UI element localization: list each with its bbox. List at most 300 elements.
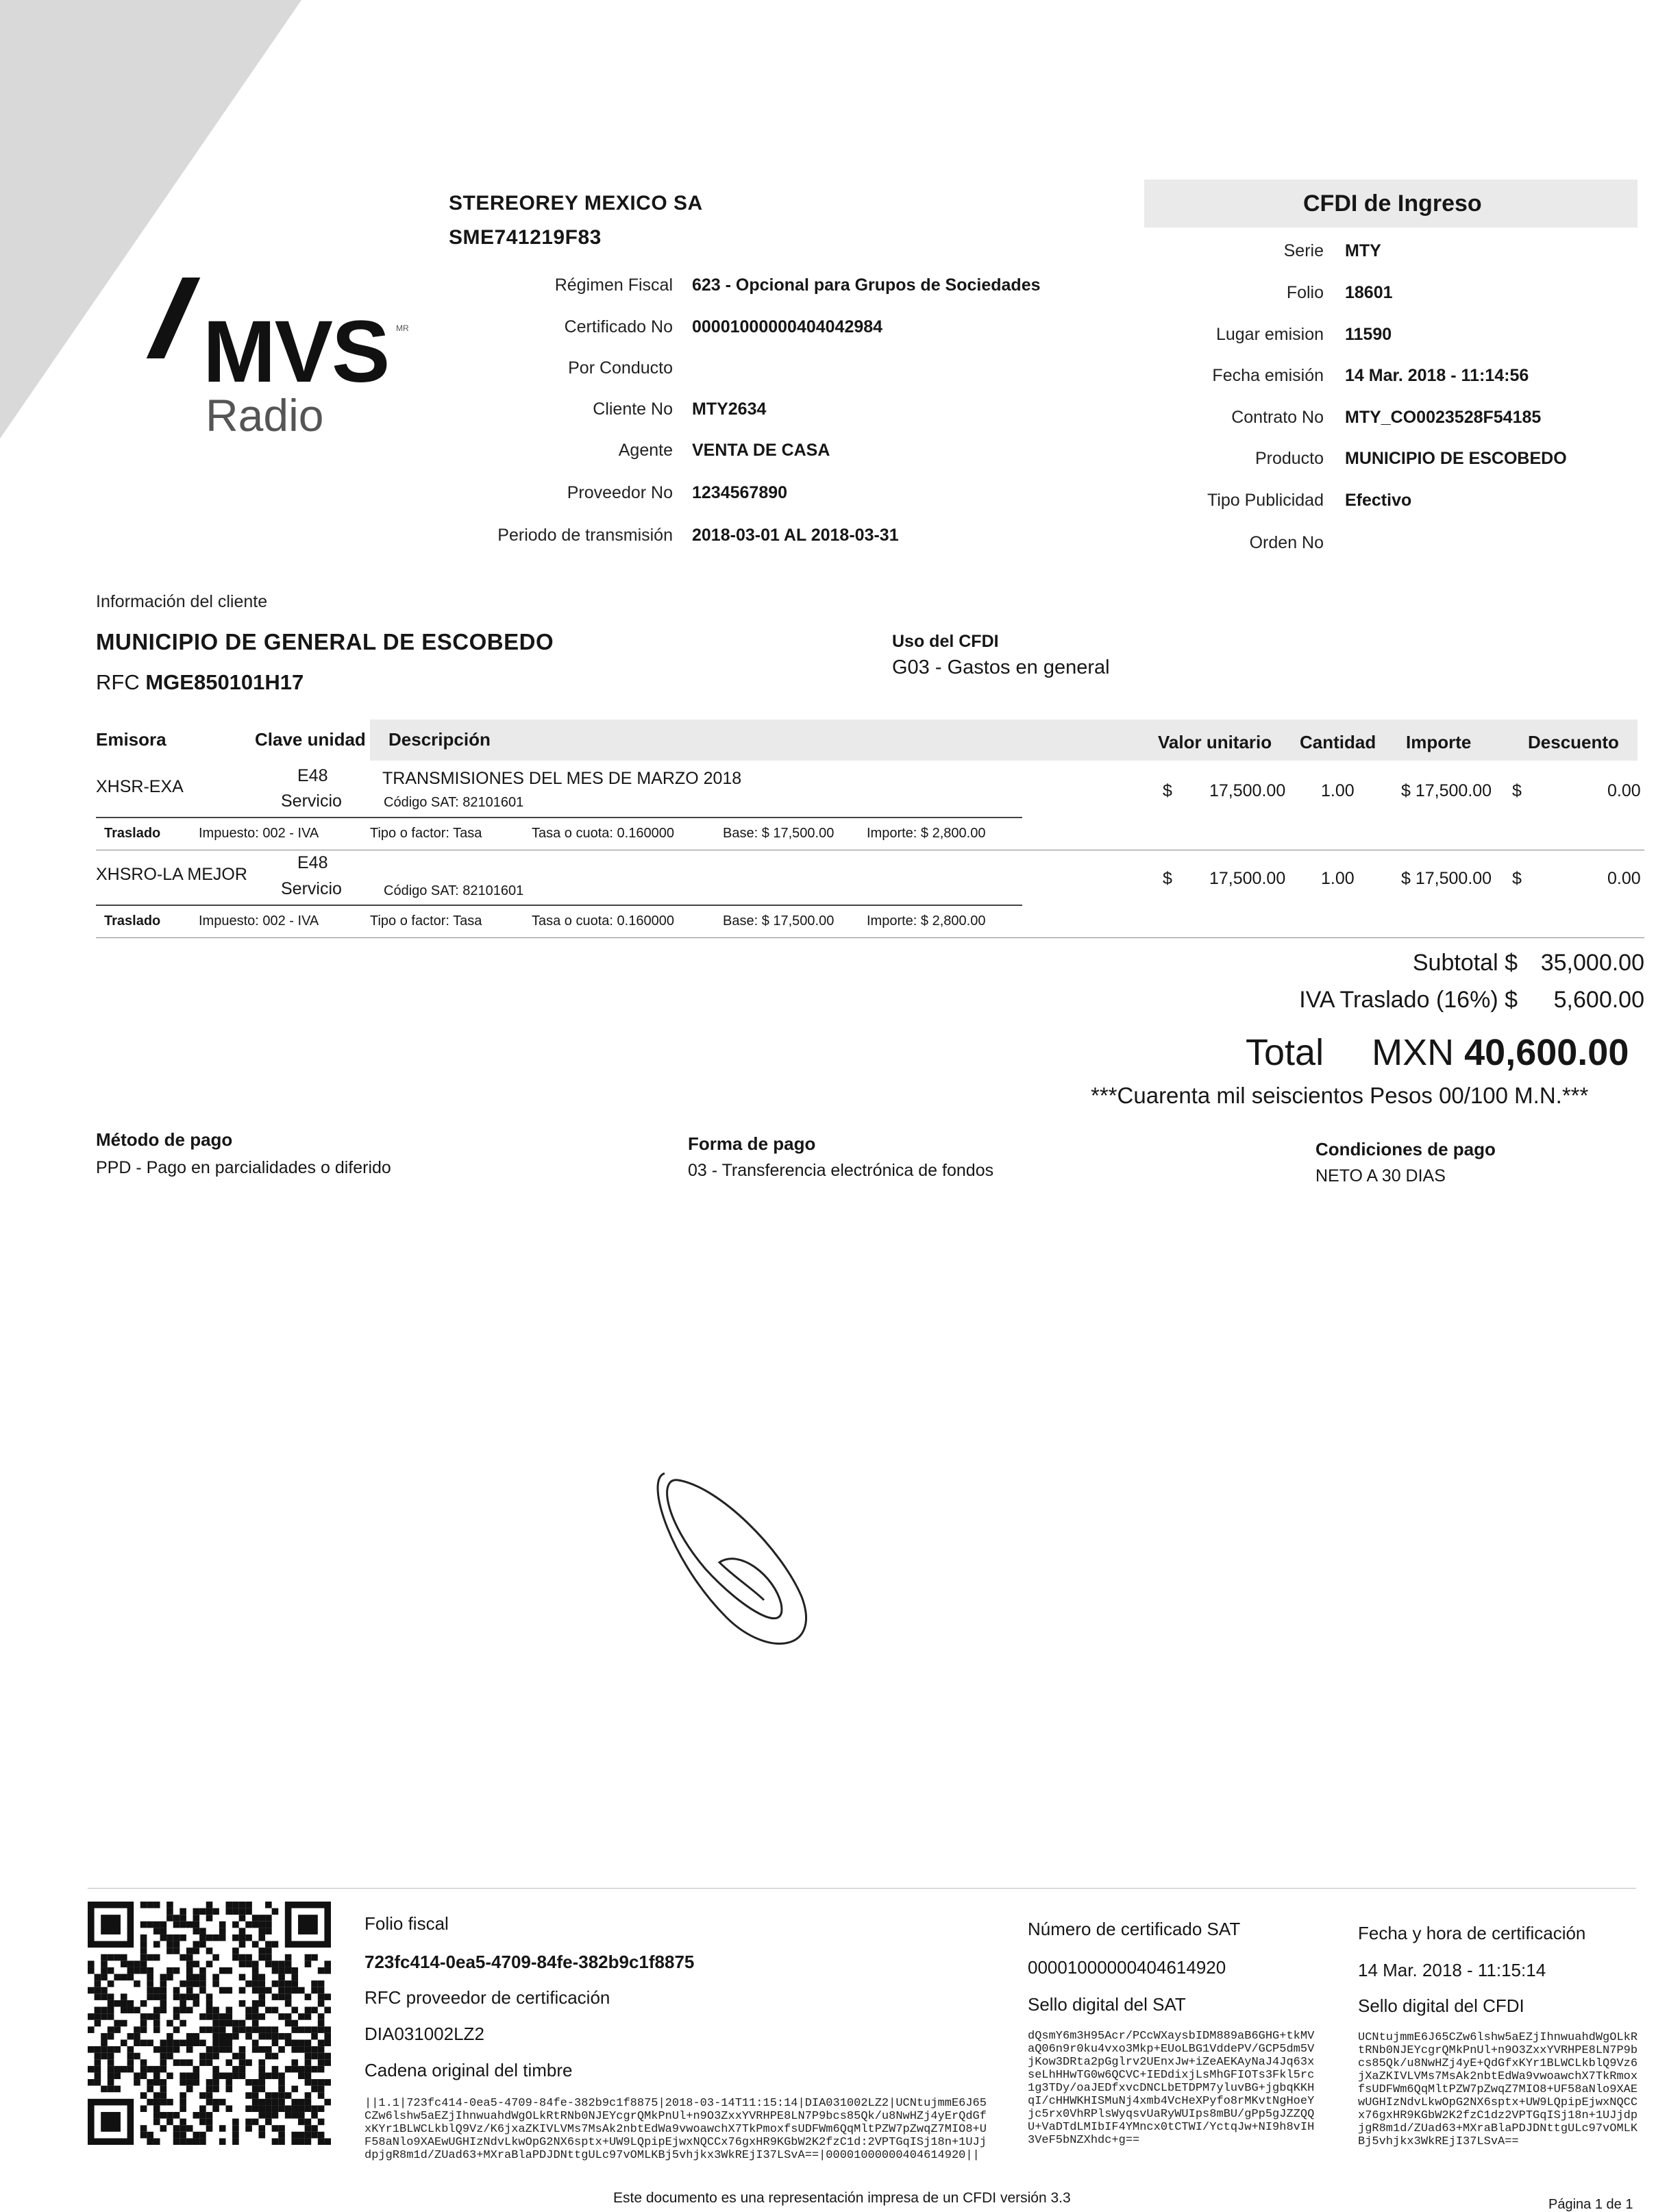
qr-module: [147, 2039, 153, 2046]
qr-module: [173, 1915, 180, 1921]
qr-module: [206, 2086, 213, 2093]
qr-module: [258, 1934, 265, 1941]
qr-module: [114, 2086, 121, 2093]
qr-module: [265, 2105, 272, 2112]
qr-module: [199, 2132, 206, 2139]
qr-module: [245, 2119, 252, 2126]
row-descripcion: TRANSMISIONES DEL MES DE MARZO 2018: [382, 769, 742, 788]
qr-module: [239, 2020, 246, 2027]
qr-module: [193, 1947, 200, 1954]
qr-module: [186, 1954, 193, 1961]
qr-module: [95, 2066, 101, 2073]
qr-module: [285, 1993, 292, 2000]
qr-module: [318, 2013, 325, 2020]
qr-module: [252, 1961, 259, 1967]
qr-module: [108, 2013, 114, 2020]
qr-module: [147, 2086, 153, 2093]
qr-module: [108, 2000, 114, 2007]
qr-module: [291, 2039, 298, 2046]
qr-module: [291, 2132, 298, 2139]
qr-module: [318, 2039, 325, 2046]
qr-module: [147, 1921, 153, 1928]
qr-module: [147, 2132, 153, 2139]
qr-module: [318, 2105, 325, 2112]
qr-module: [318, 2132, 325, 2139]
proveedor-value: 1234567890: [692, 483, 788, 502]
qr-module: [245, 1961, 252, 1967]
total-letra: ***Cuarenta mil seiscientos Pesos 00/100 M.N.***: [1091, 1083, 1589, 1108]
qr-module: [258, 2086, 265, 2093]
qr-module: [193, 1928, 200, 1934]
qr-module: [127, 1974, 134, 1981]
qr-module: [245, 2033, 252, 2040]
qr-module: [199, 2053, 206, 2060]
iva-label: IVA Traslado (16%) $: [1299, 987, 1518, 1013]
qr-module: [140, 1921, 147, 1928]
qr-module: [285, 1961, 292, 1967]
logo-sub-text: Radio: [206, 390, 324, 441]
qr-module: [199, 2112, 206, 2119]
qr-module: [265, 1928, 272, 1934]
qr-module: [212, 2026, 219, 2033]
qr-module: [232, 2020, 239, 2027]
qr-module: [140, 2125, 147, 2132]
qr-module: [173, 1947, 180, 1954]
qr-module: [180, 1954, 186, 1961]
qr-module: [166, 2039, 173, 2046]
qr-module: [305, 2138, 312, 2145]
qr-module: [199, 2138, 206, 2145]
qr-module: [88, 2026, 95, 2033]
qr-module: [252, 2079, 259, 2086]
qr-module: [180, 2059, 186, 2066]
qr-module: [291, 2105, 298, 2112]
qr-module: [114, 2072, 121, 2079]
qr-module: [245, 1934, 252, 1941]
qr-module: [180, 2092, 186, 2099]
qr-module: [114, 2046, 121, 2053]
qr-module: [101, 1954, 108, 1961]
qr-module: [199, 1941, 206, 1948]
qr-module: [193, 1974, 200, 1981]
qr-module: [265, 2092, 272, 2099]
qr-module: [160, 2086, 167, 2093]
qr-module: [318, 1980, 325, 1987]
qr-module: [291, 2066, 298, 2073]
qr-code: [88, 1902, 331, 2145]
qr-module: [127, 2053, 134, 2060]
qr-module: [305, 1961, 312, 1967]
qr-module: [95, 2072, 101, 2079]
qr-module: [166, 1934, 173, 1941]
qr-module: [298, 2066, 305, 2073]
qr-module: [160, 1928, 167, 1934]
qr-module: [291, 1974, 298, 1981]
serie-label: Serie: [1283, 241, 1324, 260]
qr-module: [140, 2039, 147, 2046]
qr-module: [239, 1928, 246, 1934]
qr-module: [101, 2007, 108, 2014]
row-cantidad: 1.00: [1321, 869, 1355, 888]
qr-module: [206, 2007, 213, 2014]
qr-module: [225, 1987, 232, 1994]
conducto-label: Por Conducto: [568, 358, 673, 378]
qr-module: [95, 1980, 101, 1987]
qr-module: [121, 2000, 127, 2007]
qr-module: [298, 2026, 305, 2033]
row-cantidad: 1.00: [1321, 781, 1355, 800]
qr-module: [180, 2007, 186, 2014]
footer-divider: [88, 1888, 1636, 1889]
qr-module: [245, 1908, 252, 1915]
qr-module: [219, 2125, 226, 2132]
qr-module: [225, 2020, 232, 2027]
qr-module: [212, 2033, 219, 2040]
condiciones-value: NETO A 30 DIAS: [1315, 1166, 1446, 1185]
periodo-value: 2018-03-01 AL 2018-03-31: [692, 526, 899, 545]
qr-module: [311, 2033, 318, 2040]
qr-module: [153, 2013, 160, 2020]
qr-module: [239, 2059, 246, 2066]
sello-sat-value: dQsmY6m3H95Acr/PCcWXaysbIDM889aB6GHG+tkMVaQ06n9r0ku4vxo3Mkp+EUoLBG1VddePV/GCP5dm5VjKow3DRta2pGglrv2UEnxJw+iZeAEKAyNaJ4Jq63xseLhHHwTG0w6QCVC+IEDdixjLsMhGFIOTs3Fkl5rc1g3TDy/oaJEDfxvcDNCLbETDPM7yluvBG+jgbqKKHqI/cHHWKHISMuNj4xmb4VcHeXPyfo8rMKvtNgHoeYjc5rx0VhRPlsWyqsvUaRyWUIps8mBU/gPp5gJZZQQU+VaDTdLMIbIF4YMncx0tCTWI/YctqJw+NI9h8vIH3VeF5bNZXhdc+g==: [1028, 2030, 1315, 2147]
qr-module: [305, 2072, 312, 2079]
qr-module: [232, 2066, 239, 2073]
qr-module: [258, 2059, 265, 2066]
row-codigo: Código SAT: 82101601: [384, 883, 524, 898]
qr-module: [311, 2125, 318, 2132]
qr-module: [298, 2119, 305, 2126]
qr-module: [212, 1934, 219, 1941]
qr-module: [199, 1908, 206, 1915]
qr-module: [127, 2046, 134, 2053]
qr-module: [311, 1980, 318, 1987]
row-descuento: 0.00: [1607, 781, 1641, 800]
qr-module: [193, 2066, 200, 2073]
qr-finder-pattern: [101, 2112, 121, 2132]
qr-module: [311, 2066, 318, 2073]
page-number: Página 1 de 1: [1548, 2197, 1633, 2212]
qr-module: [258, 1974, 265, 1981]
qr-module: [272, 2072, 279, 2079]
qr-module: [206, 2026, 213, 2033]
qr-module: [206, 2092, 213, 2099]
qr-module: [285, 2112, 292, 2119]
qr-module: [318, 1993, 325, 2000]
qr-module: [140, 1902, 147, 1908]
folio-label: Folio: [1286, 283, 1324, 302]
qr-module: [324, 2007, 331, 2014]
qr-module: [180, 2105, 186, 2112]
qr-finder-pattern: [101, 1915, 121, 1934]
qr-module: [252, 1980, 259, 1987]
qr-module: [134, 2026, 140, 2033]
qr-module: [108, 2059, 114, 2066]
qr-module: [101, 1974, 108, 1981]
qr-module: [252, 1921, 259, 1928]
qr-module: [239, 1974, 246, 1981]
qr-module: [219, 2013, 226, 2020]
qr-module: [324, 1961, 331, 1967]
qr-module: [232, 1954, 239, 1961]
qr-module: [305, 2105, 312, 2112]
qr-module: [298, 2132, 305, 2139]
qr-module: [258, 1915, 265, 1921]
qr-module: [134, 2072, 140, 2079]
qr-module: [291, 2020, 298, 2027]
qr-module: [206, 1908, 213, 1915]
cliente-rfc-label: RFC: [96, 670, 140, 694]
qr-module: [134, 2007, 140, 2014]
qr-module: [252, 2086, 259, 2093]
qr-module: [206, 2119, 213, 2126]
qr-module: [252, 2119, 259, 2126]
qr-module: [95, 1987, 101, 1994]
row-importe: $ 17,500.00: [1401, 869, 1492, 888]
th-valor: Valor unitario: [1158, 732, 1272, 752]
qr-module: [278, 2092, 285, 2099]
traslado-label: Traslado: [104, 826, 161, 841]
qr-module: [186, 1921, 193, 1928]
qr-module: [166, 1915, 173, 1921]
qr-module: [108, 1993, 114, 2000]
qr-module: [272, 2092, 279, 2099]
qr-module: [199, 2059, 206, 2066]
qr-module: [114, 2026, 121, 2033]
qr-module: [278, 2086, 285, 2093]
qr-module: [272, 1941, 279, 1948]
qr-module: [225, 2059, 232, 2066]
qr-module: [232, 2138, 239, 2145]
qr-module: [147, 1974, 153, 1981]
qr-module: [311, 2053, 318, 2060]
qr-module: [153, 2099, 160, 2106]
qr-module: [232, 2132, 239, 2139]
qr-module: [298, 1987, 305, 1994]
qr-module: [95, 2053, 101, 2060]
qr-module: [206, 1934, 213, 1941]
qr-module: [212, 2072, 219, 2079]
qr-module: [186, 2033, 193, 2040]
certificado-value: 00001000000404042984: [692, 317, 883, 336]
proveedor-label: Proveedor No: [567, 483, 673, 502]
qr-module: [101, 2053, 108, 2060]
qr-module: [127, 2066, 134, 2073]
cliente-no-value: MTY2634: [692, 400, 767, 419]
qr-module: [173, 1993, 180, 2000]
qr-module: [180, 2020, 186, 2027]
metodo-pago-label: Método de pago: [96, 1129, 233, 1150]
qr-module: [206, 1993, 213, 2000]
qr-module: [193, 2138, 200, 2145]
qr-module: [166, 1908, 173, 1915]
qr-module: [193, 2132, 200, 2139]
qr-module: [285, 2105, 292, 2112]
qr-module: [160, 2053, 167, 2060]
qr-module: [160, 2007, 167, 2014]
cliente-no-label: Cliente No: [593, 400, 673, 419]
qr-module: [245, 1954, 252, 1961]
qr-module: [291, 1967, 298, 1974]
qr-module: [206, 1961, 213, 1967]
qr-module: [166, 2033, 173, 2040]
qr-module: [265, 2046, 272, 2053]
qr-module: [298, 2105, 305, 2112]
qr-module: [212, 2039, 219, 2046]
qr-module: [186, 2086, 193, 2093]
qr-module: [285, 2020, 292, 2027]
qr-module: [140, 1934, 147, 1941]
qr-module: [265, 2007, 272, 2014]
qr-module: [278, 1980, 285, 1987]
qr-module: [140, 2132, 147, 2139]
row-codigo: Código SAT: 82101601: [384, 795, 524, 810]
qr-module: [101, 1987, 108, 1994]
qr-module: [232, 1902, 239, 1908]
iva-value: 5,600.00: [1553, 987, 1644, 1013]
producto-label: Producto: [1255, 449, 1324, 468]
qr-module: [88, 1961, 95, 1967]
qr-module: [252, 1941, 259, 1948]
qr-module: [121, 2039, 127, 2046]
qr-module: [114, 2000, 121, 2007]
qr-module: [232, 1934, 239, 1941]
qr-module: [239, 1908, 246, 1915]
qr-module: [285, 2013, 292, 2020]
agente-value: VENTA DE CASA: [692, 441, 830, 460]
qr-module: [245, 1921, 252, 1928]
th-descuento: Descuento: [1528, 732, 1619, 752]
qr-module: [173, 1934, 180, 1941]
qr-module: [305, 2026, 312, 2033]
qr-module: [186, 2039, 193, 2046]
qr-module: [219, 2039, 226, 2046]
qr-module: [212, 2053, 219, 2060]
qr-module: [153, 1993, 160, 2000]
qr-module: [153, 2072, 160, 2079]
qr-module: [285, 2066, 292, 2073]
qr-module: [225, 2086, 232, 2093]
fecha-cert-label: Fecha y hora de certificación: [1358, 1923, 1586, 1943]
qr-module: [88, 2046, 95, 2053]
qr-module: [258, 2046, 265, 2053]
qr-module: [291, 1980, 298, 1987]
qr-module: [265, 1954, 272, 1961]
qr-module: [278, 1967, 285, 1974]
qr-module: [95, 2079, 101, 2086]
qr-module: [134, 2079, 140, 2086]
subtotal-value: 35,000.00: [1540, 950, 1644, 976]
fecha-emision-value: 14 Mar. 2018 - 11:14:56: [1345, 366, 1529, 385]
qr-module: [88, 2079, 95, 2086]
qr-module: [318, 2020, 325, 2027]
qr-module: [186, 2007, 193, 2014]
qr-module: [134, 2053, 140, 2060]
qr-module: [199, 1980, 206, 1987]
qr-module: [199, 1928, 206, 1934]
qr-module: [193, 1980, 200, 1987]
row-divider: [96, 937, 1644, 938]
qr-module: [173, 2046, 180, 2053]
qr-module: [101, 1967, 108, 1974]
qr-module: [95, 1974, 101, 1981]
qr-module: [193, 1961, 200, 1967]
qr-module: [298, 2112, 305, 2119]
qr-module: [258, 1947, 265, 1954]
row-divider: [96, 817, 1022, 818]
qr-module: [166, 2119, 173, 2126]
qr-module: [186, 1961, 193, 1967]
qr-module: [193, 1941, 200, 1948]
qr-module: [160, 2000, 167, 2007]
qr-module: [127, 2059, 134, 2066]
qr-module: [258, 2079, 265, 2086]
qr-module: [180, 1993, 186, 2000]
qr-finder-pattern: [298, 1915, 318, 1934]
qr-module: [101, 1993, 108, 2000]
qr-module: [272, 2007, 279, 2014]
qr-module: [245, 2013, 252, 2020]
qr-module: [173, 2007, 180, 2014]
qr-module: [199, 2013, 206, 2020]
row-importe: $ 17,500.00: [1401, 781, 1492, 800]
qr-module: [180, 1921, 186, 1928]
qr-module: [239, 1941, 246, 1948]
row-descuento-currency: $: [1512, 869, 1522, 888]
qr-module: [305, 2099, 312, 2106]
qr-module: [108, 2079, 114, 2086]
emisor-rfc: SME741219F83: [449, 226, 602, 249]
qr-module: [108, 2086, 114, 2093]
qr-module: [291, 2059, 298, 2066]
qr-module: [252, 2092, 259, 2099]
qr-module: [199, 1934, 206, 1941]
qr-module: [180, 2039, 186, 2046]
qr-module: [114, 2020, 121, 2027]
qr-module: [318, 2000, 325, 2007]
qr-module: [180, 1934, 186, 1941]
qr-module: [140, 1941, 147, 1948]
qr-module: [206, 2053, 213, 2060]
qr-module: [212, 1908, 219, 1915]
qr-module: [166, 2020, 173, 2027]
tipo-publicidad-value: Efectivo: [1345, 491, 1412, 510]
qr-module: [180, 1915, 186, 1921]
qr-module: [180, 2138, 186, 2145]
qr-module: [291, 1987, 298, 1994]
row-divider: [96, 905, 1022, 906]
qr-module: [252, 2046, 259, 2053]
qr-module: [311, 1987, 318, 1994]
qr-module: [219, 1921, 226, 1928]
qr-module: [140, 2066, 147, 2073]
qr-module: [265, 1961, 272, 1967]
periodo-label: Periodo de transmisión: [497, 526, 673, 545]
traslado-impuesto: Impuesto: 002 - IVA: [199, 826, 319, 841]
qr-module: [285, 1980, 292, 1987]
qr-module: [239, 1961, 246, 1967]
traslado-label: Traslado: [104, 913, 161, 929]
qr-module: [219, 1928, 226, 1934]
row-valor-currency: $: [1163, 869, 1172, 888]
qr-module: [108, 1967, 114, 1974]
qr-module: [219, 2046, 226, 2053]
qr-module: [291, 2138, 298, 2145]
qr-module: [121, 1961, 127, 1967]
qr-module: [305, 2013, 312, 2020]
contrato-label: Contrato No: [1231, 408, 1324, 427]
qr-module: [285, 2000, 292, 2007]
qr-module: [318, 2066, 325, 2073]
